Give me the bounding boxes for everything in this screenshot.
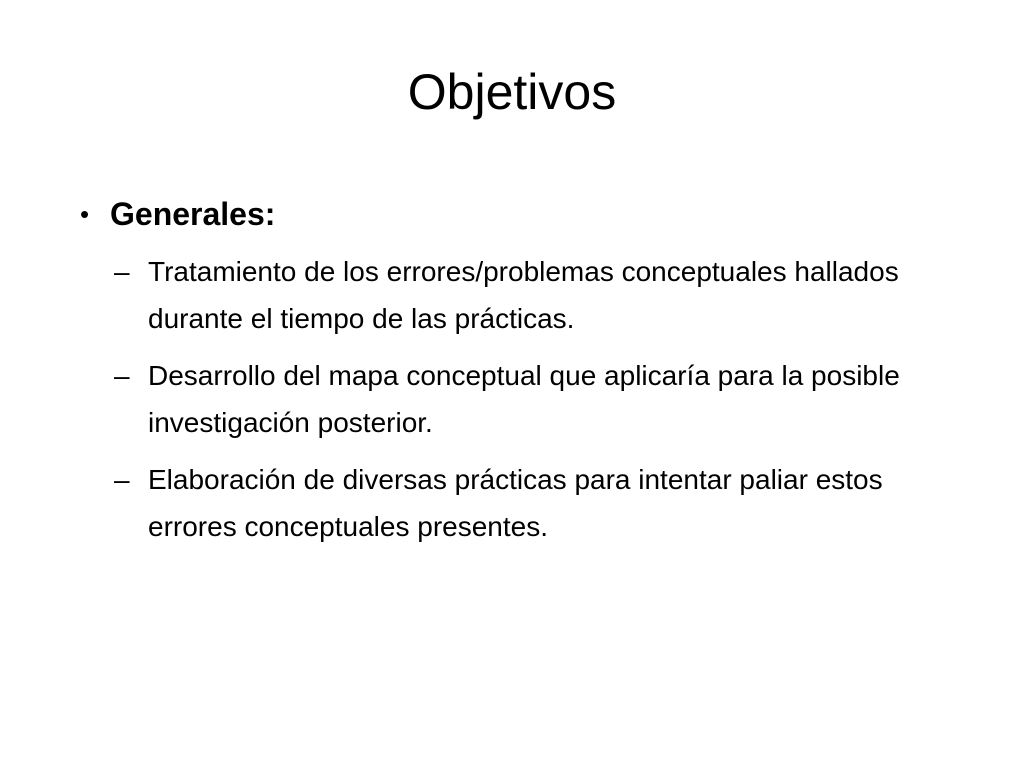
dash-marker: –	[114, 256, 130, 287]
bullet-generales	[80, 190, 275, 238]
list-item-text: Elaboración de diversas prácticas para intentar paliar estos errores conceptuales presentes.	[148, 464, 883, 542]
sub-bullet-list	[108, 248, 968, 560]
list-item-text: Desarrollo del mapa conceptual que aplicaría para la posible investigación posterior.	[148, 360, 900, 438]
list-item	[108, 352, 968, 446]
slide-title: Objetivos	[407, 64, 617, 120]
dash-marker: –	[114, 464, 130, 495]
list-item-text: Tratamiento de los errores/problemas conceptuales hallados durante el tiempo de las prácticas.	[148, 256, 899, 334]
list-item	[108, 248, 968, 342]
bullet-label: Generales:	[110, 196, 276, 232]
bullet-marker: •	[80, 199, 90, 229]
dash-marker: –	[114, 360, 130, 391]
list-item	[108, 456, 968, 550]
